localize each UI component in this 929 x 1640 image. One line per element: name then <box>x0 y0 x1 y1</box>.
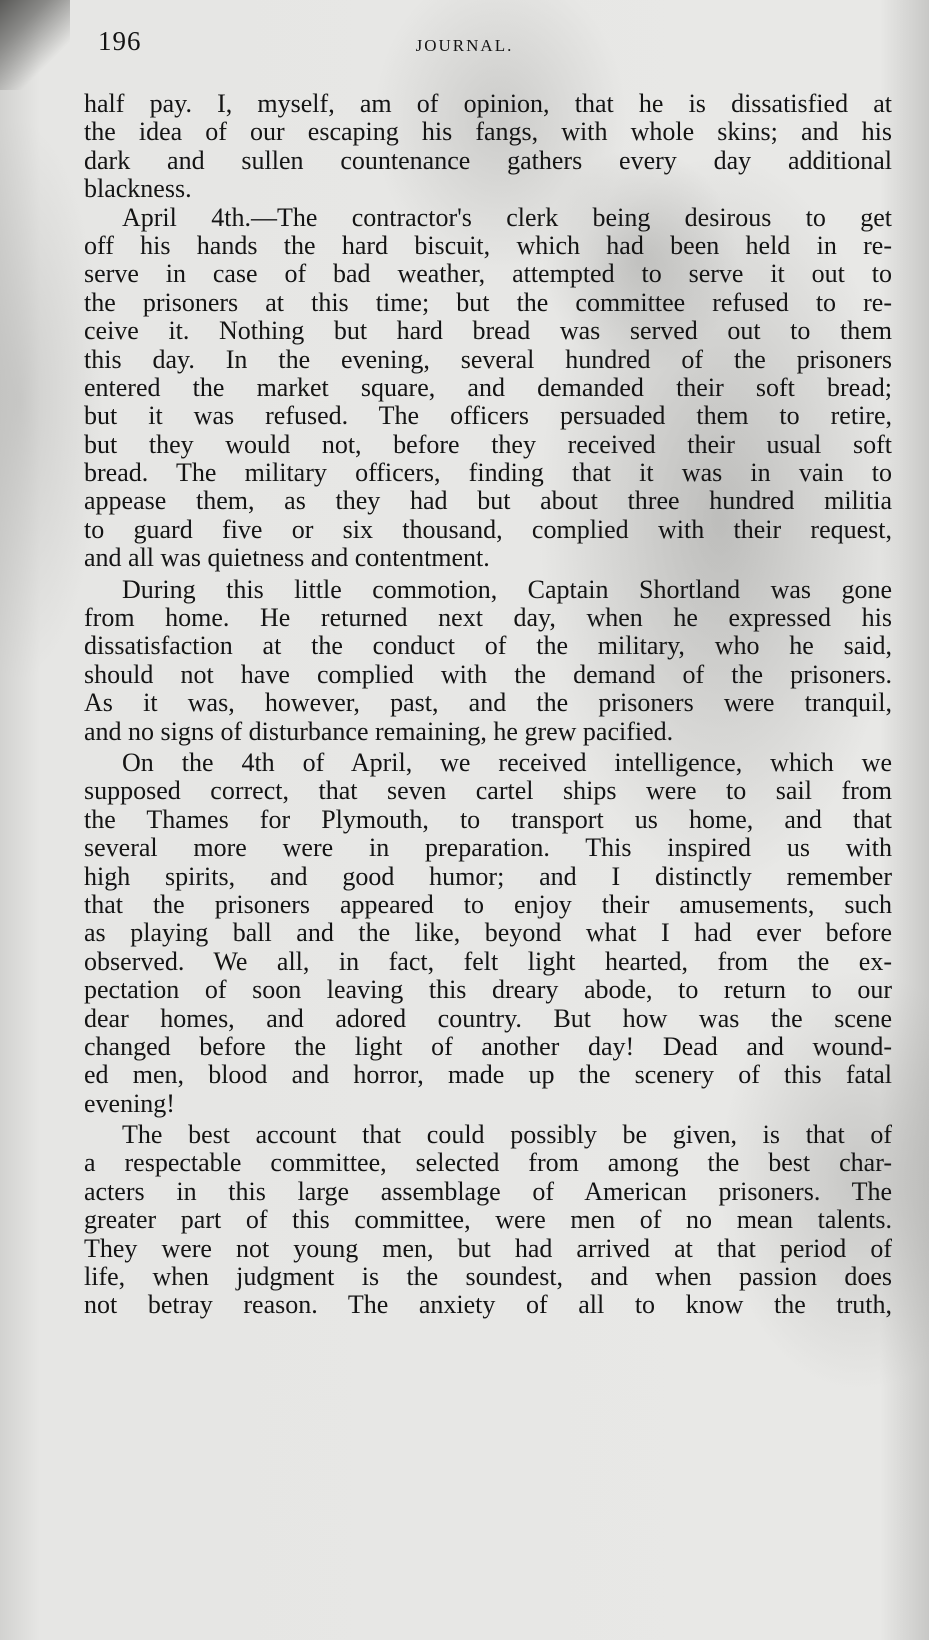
text-line: bread. The military officers, finding that it was in vain to <box>84 459 892 488</box>
text-line: the Thames for Plymouth, to transport us home, and that <box>84 805 892 834</box>
text-line: On the 4th of April, we received intelligence, which we <box>122 748 892 777</box>
text-line: that the prisoners appeared to enjoy their amusements, such <box>84 890 892 919</box>
text-line: entered the market square, and demanded their soft bread; <box>84 373 892 402</box>
text-line: and no signs of disturbance remaining, he grew pacified. <box>84 717 674 746</box>
text-line: the idea of our escaping his fangs, with whole skins; and his <box>84 118 892 147</box>
text-line: not betray reason. The anxiety of all to know the truth, <box>84 1291 892 1320</box>
page-number: 196 <box>98 26 142 56</box>
text-line: changed before the light of another day! Dead and wound- <box>84 1032 892 1061</box>
text-line: greater part of this committee, were men of no mean talents. <box>84 1206 892 1235</box>
text-line: As it was, however, past, and the prisoners were tranquil, <box>84 689 892 718</box>
text-line: pectation of soon leaving this dreary abode, to return to our <box>84 976 892 1005</box>
text-line: should not have complied with the demand of the prisoners. <box>84 660 892 689</box>
text-line: a respectable committee, selected from among the best char- <box>84 1149 892 1178</box>
text-line: this day. In the evening, several hundred of the prisoners <box>84 345 892 374</box>
text-line: and all was quietness and contentment. <box>84 544 490 573</box>
text-line: from home. He returned next day, when he expressed his <box>84 604 892 633</box>
page-header <box>0 22 929 62</box>
text-line: dark and sullen countenance gathers every day additional <box>84 146 892 175</box>
text-line: as playing ball and the like, beyond what I had ever before <box>84 919 892 948</box>
text-line: acters in this large assemblage of American prisoners. The <box>84 1177 892 1206</box>
text-line: April 4th.—The contractor's clerk being desirous to get <box>122 203 892 232</box>
text-line: They were not young men, but had arrived at that period of <box>84 1234 892 1263</box>
text-line: half pay. I, myself, am of opinion, that he is dissatisfied at <box>84 90 892 118</box>
text-line: appease them, as they had but about three hundred militia <box>84 487 892 516</box>
text-line: blackness. <box>84 175 192 204</box>
text-line: The best account that could possibly be given, is that of <box>122 1121 892 1150</box>
text-line: dissatisfaction at the conduct of the military, who he said, <box>84 632 892 661</box>
text-line: the prisoners at this time; but the committee refused to re- <box>84 288 892 317</box>
running-head: JOURNAL. <box>415 36 514 55</box>
text-line: high spirits, and good humor; and I distinctly remember <box>84 862 892 891</box>
text-line: During this little commotion, Captain Shortland was gone <box>122 575 892 604</box>
text-line: off his hands the hard biscuit, which had been held in re- <box>84 231 892 260</box>
text-line: ceive it. Nothing but hard bread was served out to them <box>84 317 892 346</box>
text-line: to guard five or six thousand, complied with their request, <box>84 515 892 544</box>
text-line: but it was refused. The officers persuaded them to retire, <box>84 402 892 431</box>
text-line: ed men, blood and horror, made up the scenery of this fatal <box>84 1061 892 1090</box>
text-line: evening! <box>84 1089 175 1118</box>
text-line: serve in case of bad weather, attempted to serve it out to <box>84 260 892 289</box>
text-line: life, when judgment is the soundest, and when passion does <box>84 1263 892 1292</box>
text-line: several more were in preparation. This inspired us with <box>84 834 892 863</box>
text-line: dear homes, and adored country. But how was the scene <box>84 1004 892 1033</box>
body-text <box>84 90 892 1320</box>
text-line: but they would not, before they received their usual soft <box>84 430 892 459</box>
text-line: supposed correct, that seven cartel ships were to sail from <box>84 777 892 806</box>
text-line: observed. We all, in fact, felt light hearted, from the ex- <box>84 947 892 976</box>
